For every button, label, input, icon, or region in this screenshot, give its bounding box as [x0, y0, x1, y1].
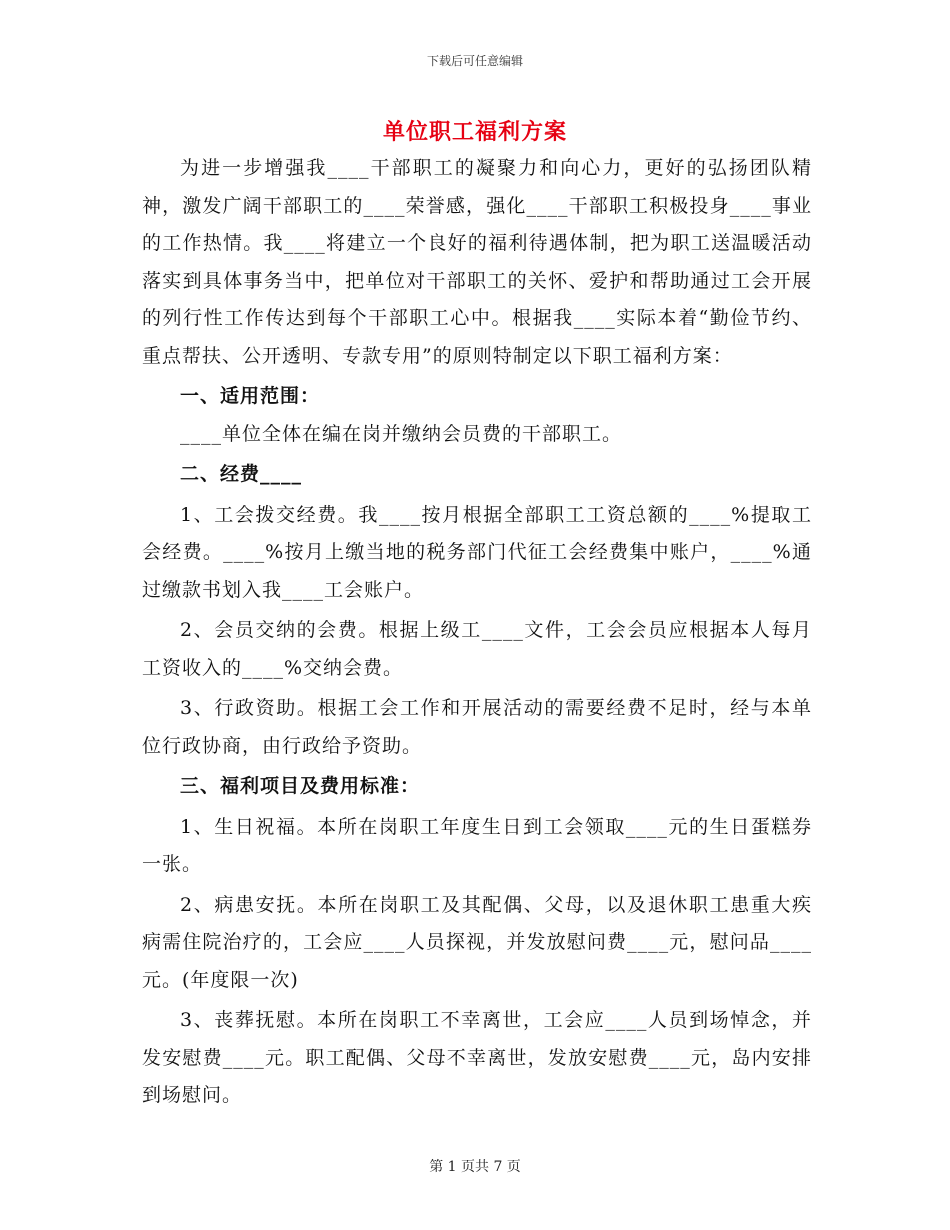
funding-item-1: 1、工会拨交经费。我____按月根据全部职工工资总额的____%提取工会经费。____%按月上缴当地的税务部门代征工会经费集中账户，____%通过缴款书划入我____工会账户。 [142, 503, 812, 601]
document-title: 单位职工福利方案 [382, 119, 567, 145]
benefit-item-3: 3、丧葬抚慰。本所在岗职工不幸离世，工会应____人员到场悼念，并发安慰费____元。职工配偶、父母不幸离世，发放安慰费____元，岛内安排到场慰问。 [142, 1009, 812, 1106]
funding-item-3: 3、行政资助。根据工会工作和开展活动的需要经费不足时，经与本单位行政协商，由行政给予资助。 [142, 697, 812, 757]
section-heading-benefits: 三、福利项目及费用标准： [180, 775, 421, 797]
scope-paragraph: ____单位全体在编在岗并缴纳会员费的干部职工。 [180, 422, 623, 445]
page-header: 下载后可任意编辑 [426, 54, 523, 68]
benefit-item-2: 2、病患安抚。本所在岗职工及其配偶、父母，以及退休职工患重大疾病需住院治疗的，工会应____人员探视，并发放慰问费____元，慰问品____元。(年度限一次) [142, 893, 812, 991]
intro-paragraph: 为进一步增强我____干部职工的凝聚力和向心力，更好的弘扬团队精神，激发广阔干部职工的____荣誉感，强化____干部职工积极投身____事业的工作热情。我____将建立一个良好的福利待遇体制，把为职工送温暖活动落实到具体事务当中，把单位对干部职工的关怀、爱护和帮助通过工会开展的列行性工作传达到每个干部职工心中。根据我____实际本着“勤俭节约、重点帮扶、公开透明、专款专用”的原则特制定以下职工福利方案： [142, 157, 812, 367]
benefit-item-1: 1、生日祝福。本所在岗职工年度生日到工会领取____元的生日蛋糕券一张。 [142, 815, 812, 875]
section-heading-scope: 一、适用范围： [180, 385, 321, 407]
funding-item-2: 2、会员交纳的会费。根据上级工____文件，工会会员应根据本人每月工资收入的____%交纳会费。 [142, 619, 812, 679]
section-heading-funding: 二、经费____ [180, 463, 303, 485]
document-body [142, 150, 812, 1115]
page-footer: 第 1 页共 7 页 [429, 1159, 521, 1175]
